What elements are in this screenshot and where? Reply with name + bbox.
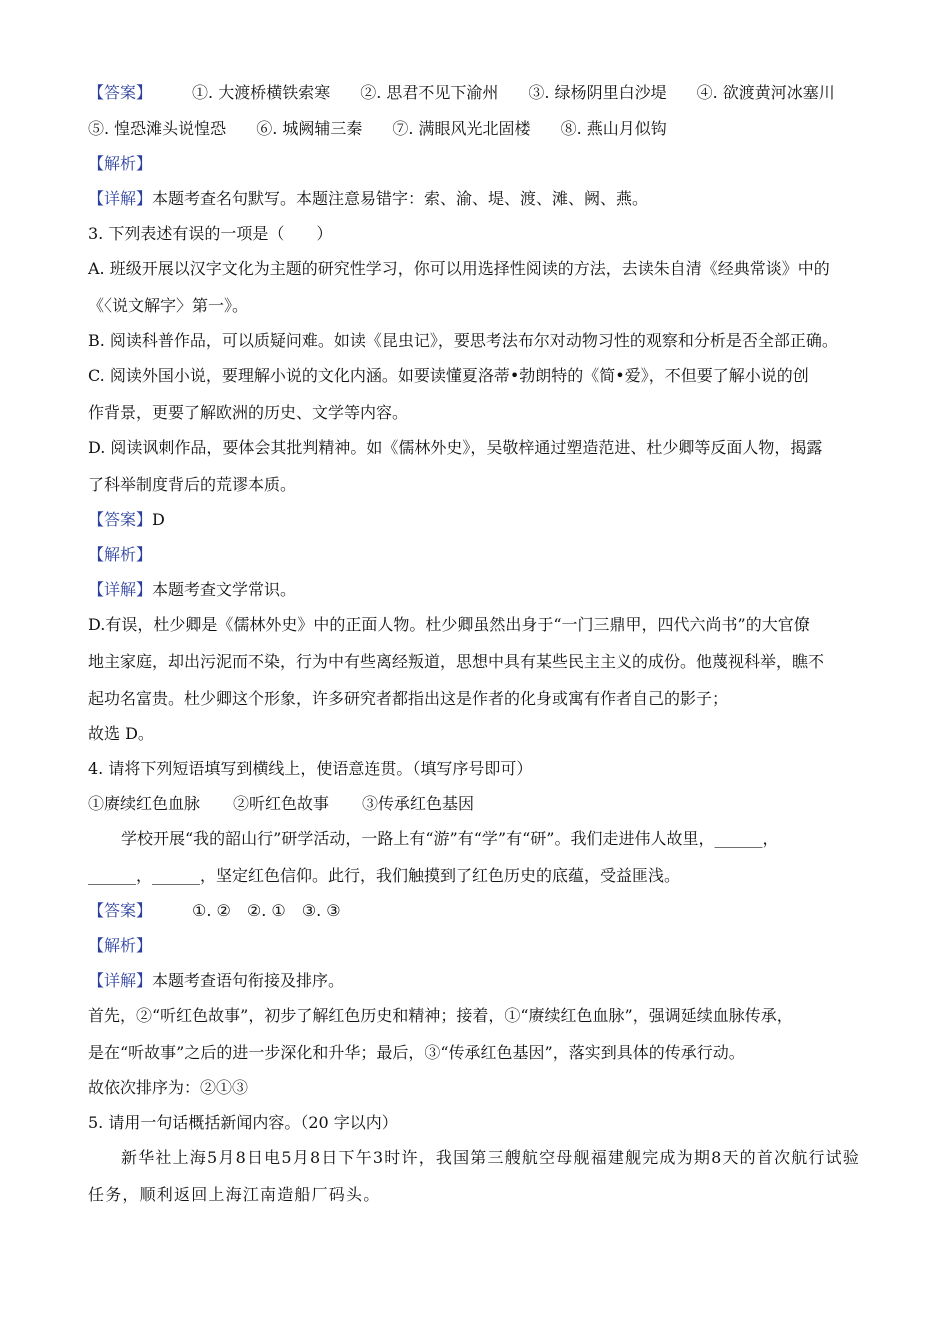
analysis-tag: 【解析】 xyxy=(88,936,153,955)
answer-row-2 xyxy=(88,119,667,139)
option-d-line-2: 了科举制度背后的荒谬本质。 xyxy=(88,475,297,494)
phrase-item: ③传承红色基因 xyxy=(362,794,475,813)
answer-item: ⑦. 满眼风光北固楼 xyxy=(392,119,531,138)
option-a-line-1: A. 班级开展以汉字文化为主题的研究性学习，你可以用选择性阅读的方法，去读朱自清《经典常谈》中的 xyxy=(88,259,830,278)
phrase-item: ②听红色故事 xyxy=(233,794,330,813)
phrase-item: ①赓续红色血脉 xyxy=(88,794,201,813)
explanation-line-1: 首先，②“听红色故事”，初步了解红色历史和精神；接着，①“赓续红色血脉”，强调延续血脉传承， xyxy=(88,1006,793,1025)
answer-row-1 xyxy=(88,83,835,103)
answer-line xyxy=(88,510,165,530)
passage-line-2: ______，______，坚定红色信仰。此行，我们触摸到了红色历史的底蕴，受益匪浅。 xyxy=(88,866,681,885)
answer-line xyxy=(88,901,341,921)
passage-line-1: 学校开展“我的韶山行”研学活动，一路上有“游”有“学”有“研”。我们走进伟人故里，______， xyxy=(121,829,779,848)
question-3-title: 3. 下列表述有误的一项是（ ） xyxy=(88,224,333,243)
detail-line xyxy=(88,971,344,991)
answer-item: ②. 思君不见下渝州 xyxy=(360,83,499,102)
answer-item: ⑤. 惶恐滩头说惶恐 xyxy=(88,119,227,138)
detail-tag: 【详解】 xyxy=(88,971,153,990)
answer-item: ③. ③ xyxy=(301,901,341,920)
detail-text: 本题考查名句默写。本题注意易错字：索、渝、堤、渡、滩、阙、燕。 xyxy=(152,189,649,208)
answer-item: ⑥. 城阙辅三秦 xyxy=(256,119,363,138)
analysis-tag: 【解析】 xyxy=(88,154,153,173)
answer-tag: 【答案】 xyxy=(88,83,153,102)
explanation-line-1: D.有误，杜少卿是《儒林外史》中的正面人物。杜少卿虽然出身于“一门三鼎甲，四代六尚书”的大官僚 xyxy=(88,615,810,634)
option-c-line-1: C. 阅读外国小说，要理解小说的文化内涵。如要读懂夏洛蒂•勃朗特的《简•爱》，不但要了解小说的创 xyxy=(88,366,809,385)
explanation-line-2: 是在“听故事”之后的进一步深化和升华；最后，③“传承红色基因”，落实到具体的传承行动。 xyxy=(88,1043,745,1062)
answer-item: ①. 大渡桥横铁索寒 xyxy=(192,83,331,102)
phrase-options xyxy=(88,794,474,814)
detail-tag: 【详解】 xyxy=(88,580,153,599)
news-line-1: 新华社上海5月8日电5月8日下午3时许，我国第三艘航空母舰福建舰完成为期8天的首次航行试验 xyxy=(121,1148,861,1167)
question-4-title: 4. 请将下列短语填写到横线上，使语意连贯。（填写序号即可） xyxy=(88,759,533,778)
explanation-line-2: 地主家庭，却出污泥而不染，行为中有些离经叛道，思想中具有某些民主主义的成份。他蔑视科举，瞧不 xyxy=(88,652,825,671)
question-5-title: 5. 请用一句话概括新闻内容。（20 字以内） xyxy=(88,1113,398,1132)
news-line-2: 任务，顺利返回上海江南造船厂码头。 xyxy=(88,1185,381,1204)
option-a-line-2: 《〈说文解字〉第一》。 xyxy=(88,296,249,315)
answer-value: D xyxy=(152,510,165,529)
conclusion: 故选 D。 xyxy=(88,724,154,743)
answer-item: ②. ① xyxy=(246,901,286,920)
answer-item: ①. ② xyxy=(192,901,231,920)
option-d-line-1: D. 阅读讽刺作品，要体会其批判精神。如《儒林外史》，吴敬梓通过塑造范进、杜少卿等反面人物，揭露 xyxy=(88,438,823,457)
detail-text: 本题考查文学常识。 xyxy=(152,580,297,599)
answer-item: ③. 绿杨阴里白沙堤 xyxy=(528,83,667,102)
analysis-tag: 【解析】 xyxy=(88,545,153,564)
detail-line xyxy=(88,189,648,209)
option-c-line-2: 作背景，更要了解欧洲的历史、文学等内容。 xyxy=(88,403,409,422)
conclusion: 故依次排序为：②①③ xyxy=(88,1078,249,1097)
answer-tag: 【答案】 xyxy=(88,510,153,529)
detail-tag: 【详解】 xyxy=(88,189,153,208)
explanation-line-3: 起功名富贵。杜少卿这个形象，许多研究者都指出这是作者的化身或寓有作者自己的影子； xyxy=(88,689,729,708)
detail-line xyxy=(88,580,296,600)
answer-item: ④. 欲渡黄河冰塞川 xyxy=(696,83,835,102)
option-b: B. 阅读科普作品，可以质疑问难。如读《昆虫记》，要思考法布尔对动物习性的观察和分析是否全部正确。 xyxy=(88,331,838,350)
detail-text: 本题考查语句衔接及排序。 xyxy=(152,971,345,990)
answer-tag: 【答案】 xyxy=(88,901,153,920)
answer-item: ⑧. 燕山月似钩 xyxy=(560,119,667,138)
